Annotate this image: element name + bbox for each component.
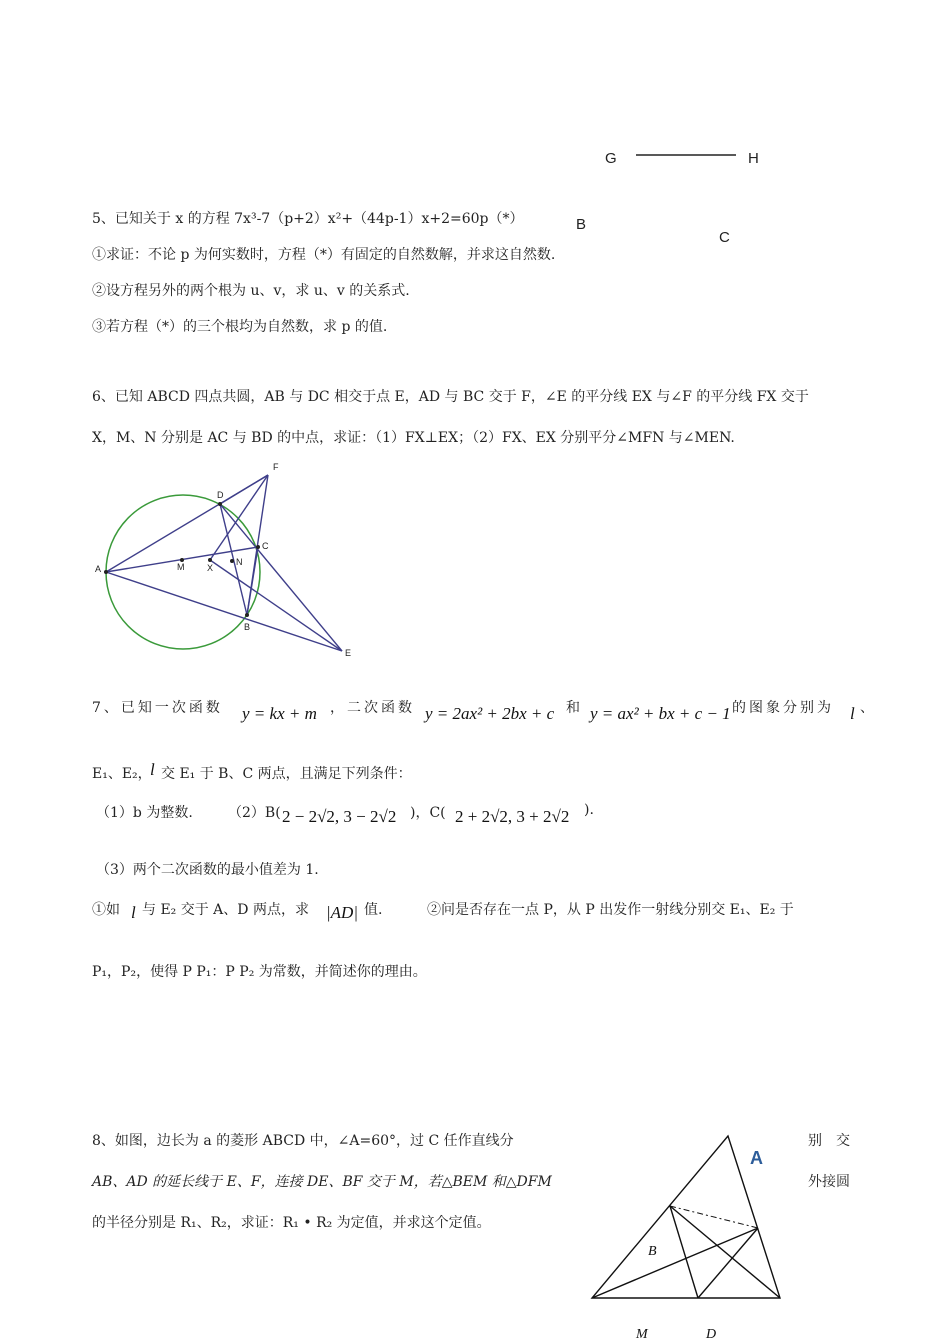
q8-figure (580, 1128, 800, 1344)
construction-lines (106, 475, 342, 651)
q7-ad-abs: |AD| (326, 903, 359, 922)
q7-q1d: 值. (364, 902, 383, 918)
gh-segment (0, 0, 950, 200)
q7-q2b: P₁，P₂，使得 P P₁：P P₂ 为常数，并简述你的理由。 (92, 964, 427, 980)
q8-line1: 8、如图，边长为 a 的菱形 ABCD 中，∠A=60°，过 C 任作直线分 (92, 1133, 514, 1149)
q7-cond2-c: )，C( (410, 805, 446, 821)
q8-line2: AB、AD 的延长线于 E、F，连接 DE、BF 交于 M，若△BEM 和△DFM (92, 1174, 552, 1190)
q7-l-symbol-2: l (150, 760, 155, 779)
q7-quadratic-2: y = ax² + bx + c − 1 (590, 704, 731, 723)
label-e: E (345, 648, 352, 658)
q7-l-symbol-3: l (131, 903, 136, 922)
label-b-top: B (576, 216, 587, 233)
q7-l-symbol: l (850, 704, 855, 723)
q8-line1-tail: 别 交 (808, 1133, 850, 1149)
label-b-fig: B (648, 1244, 657, 1259)
label-x: X (207, 563, 214, 573)
q7-q1a: ①如 (92, 902, 120, 918)
label-f: F (273, 462, 279, 472)
q6-figure (90, 455, 370, 665)
q7-tail: 的图象分别为 (732, 700, 834, 716)
q7-point-c: 2 + 2√2, 3 + 2√2 (455, 807, 570, 826)
q7-cond3: （3）两个二次函数的最小值差为 1. (96, 862, 319, 878)
q5-part2: ②设方程另外的两个根为 u、v，求 u、v 的关系式. (92, 283, 410, 299)
q7-intro: 7、已知一次函数 (92, 700, 223, 716)
q5-part3: ③若方程（*）的三个根均为自然数，求 p 的值. (92, 319, 388, 335)
q7-and: 和 (566, 700, 580, 716)
q7-linear-function: y = kx + m (242, 704, 317, 723)
q7-sep: 、 (860, 700, 874, 716)
q7-line2a: E₁、E₂， (92, 766, 152, 782)
label-h: H (748, 150, 759, 167)
q6-line1: 6、已知 ABCD 四点共圆，AB 与 DC 相交于点 E，AD 与 BC 交于 F，∠E 的平分线 EX 与∠F 的平分线 FX 交于 (92, 389, 809, 405)
label-a: A (95, 564, 102, 574)
label-m: M (177, 562, 185, 572)
q7-cond1: （1）b 为整数. (96, 805, 193, 821)
label-d-fig: D (706, 1327, 717, 1342)
label-m-fig: M (636, 1327, 648, 1342)
q8-line2-tail: 外接圆 (808, 1174, 850, 1190)
q7-point-b: 2 − 2√2, 3 − 2√2 (282, 807, 397, 826)
q7-cond2-a: （2）B( (228, 805, 281, 821)
q8-line3: 的半径分别是 R₁、R₂，求证：R₁ • R₂ 为定值，并求这个定值。 (92, 1215, 491, 1231)
q7-q1b: 与 E₂ 交于 A、D 两点，求 (142, 902, 309, 918)
q7-line2b: 交 E₁ 于 B、C 两点，且满足下列条件： (161, 766, 412, 782)
label-n: N (236, 557, 243, 567)
label-c: C (262, 541, 269, 551)
q6-line2: X，M、N 分别是 AC 与 BD 的中点，求证：（1）FX⊥EX；（2）FX、EX 分别平分∠MFN 与∠MEN. (92, 430, 735, 446)
label-c-top: C (719, 229, 730, 246)
q7-mid: ，二次函数 (330, 700, 415, 716)
label-a-fig: A (750, 1148, 763, 1168)
q7-q2: ②问是否存在一点 P，从 P 出发作一射线分别交 E₁、E₂ 于 (427, 902, 794, 918)
label-g: G (605, 150, 617, 167)
label-d: D (217, 490, 224, 500)
label-b: B (244, 622, 251, 632)
q7-quadratic-1: y = 2ax² + 2bx + c (425, 704, 555, 723)
q7-cond2-e: ). (584, 802, 594, 818)
q5-stem: 5、已知关于 x 的方程 7x³-7（p+2）x²+（44p-1）x+2=60p（*） (92, 211, 524, 227)
q5-part1: ①求证：不论 p 为何实数时，方程（*）有固定的自然数解，并求这自然数. (92, 247, 556, 263)
